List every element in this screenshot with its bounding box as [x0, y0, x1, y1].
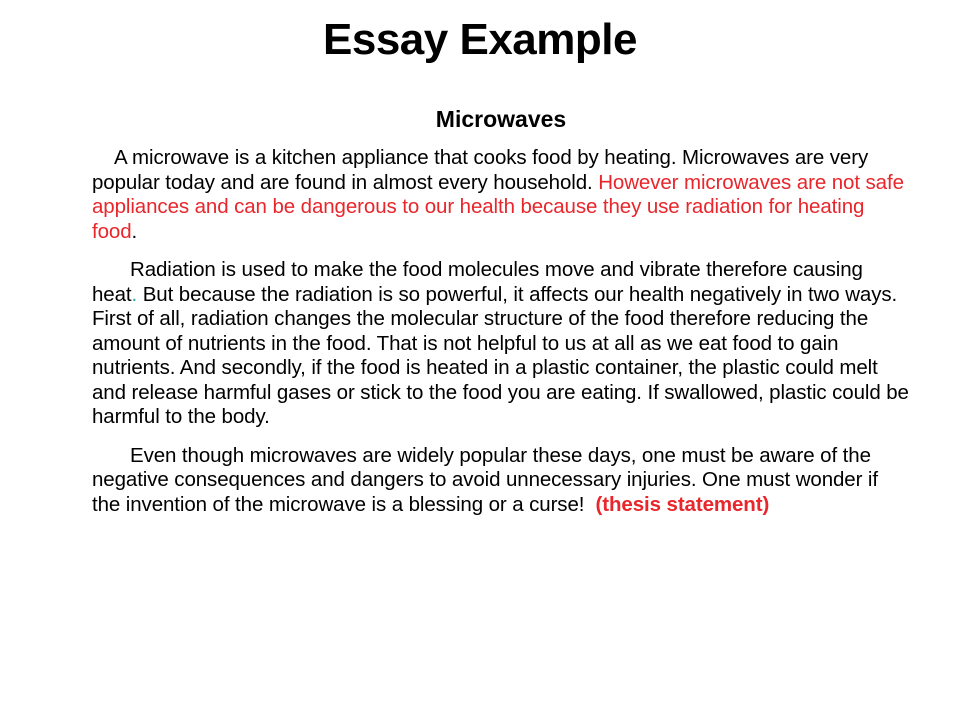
conclusion-paragraph: [92, 444, 910, 518]
conclusion-text: Even though microwaves are widely popular these days, one must be aware of the negative consequences and dangers to avoid unnecessary injuries. One must wonder if the invention of the microwave is a blessing or a curse!: [92, 443, 884, 516]
intro-end-punctuation: .: [131, 219, 138, 243]
thesis-statement-label: (thesis statement): [595, 492, 770, 516]
essay-heading: Microwaves: [435, 106, 567, 132]
essay-body: [92, 104, 910, 531]
intro-highlight-text: However microwaves are not safe appliances and can be dangerous to our health because they use radiation for heating food: [92, 170, 904, 243]
body-text-start: Radiation is used to make the food molecules move and vibrate therefore causing heat: [92, 258, 863, 306]
intro-text: A microwave is a kitchen appliance that cooks food by heating. Microwaves are very popular today and are found in almost every household.: [92, 146, 869, 194]
body-paragraph: [92, 258, 910, 430]
body-text-rest: But because the radiation is so powerful, it affects our health negatively in two ways. First of all, radiation changes the molecular structure of the food therefore reducing the amount of nutrients in the food. That is not helpful to us at all as we eat food to gain nutrients. And secondly, if the food is heated in a plastic container, the plastic could melt and release harmful gases or stick to the food you are eating. If swallowed, plastic could be harmful to the body.: [92, 282, 909, 428]
intro-paragraph: [92, 146, 910, 244]
body-highlight-dot: .: [131, 282, 138, 306]
slide-title: Essay Example: [323, 15, 637, 64]
